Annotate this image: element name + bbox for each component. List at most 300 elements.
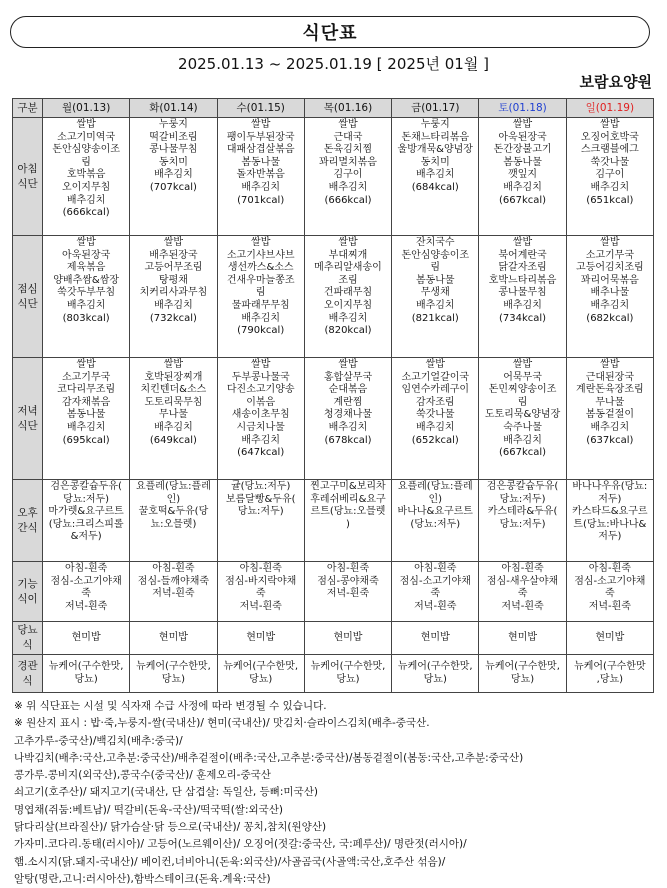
menu-item: 돈간장불고기 [493, 144, 552, 156]
menu-item: 무생채 [420, 287, 450, 299]
menu-item: 당뇨:저두) [63, 493, 110, 505]
menu-item: (666kcal) [62, 207, 110, 219]
menu-item: 배추김치 [590, 421, 630, 433]
menu-item: 쌀밥 [76, 119, 96, 130]
menu-item: 스크램블에그 [580, 144, 639, 156]
menu-item: 코다리무조림 [57, 384, 116, 396]
row-label-line: 저녁 [17, 404, 38, 417]
day-header: 금(01.17) [392, 99, 479, 118]
menu-item: 찐고구미&보리차 [310, 481, 386, 492]
menu-item: 저두) [598, 531, 622, 543]
menu-item: &저두) [70, 531, 102, 543]
menu-item: 콩나물무침 [149, 144, 198, 156]
note-line: ※ 위 식단표는 시설 및 식자재 수급 사정에 따라 변경될 수 있습니다. [14, 700, 327, 712]
menu-item: 아침-흰죽 [152, 563, 195, 574]
menu-item: 림 [81, 156, 91, 168]
menu-item: 저녁-흰죽 [588, 600, 631, 612]
menu-item: 점심-들깨야채죽 [137, 575, 210, 587]
menu-item: 소고기무국 [61, 371, 111, 383]
menu-item: 봄동나물 [66, 409, 106, 421]
header-row [13, 99, 654, 118]
menu-item: 저녁-흰죽 [326, 588, 370, 600]
row-label [13, 118, 43, 236]
menu-item: (651kcal) [586, 194, 634, 206]
menu-item: 새송이초무침 [231, 409, 290, 421]
menu-item: 점심-바지락야채 [225, 575, 297, 587]
day-header: 수(01.15) [217, 99, 304, 118]
menu-item: 아침-흰죽 [588, 563, 631, 574]
menu-item: 당뇨) [510, 673, 535, 685]
note-line: 햄.소시지(닭.돼지-국내산)/ 베이컨,너비아니(돈육:외국산)/사골곰국(사골액:국산,호주산 섞음)/ [14, 855, 446, 868]
menu-cell [479, 562, 566, 622]
row-label [13, 236, 43, 358]
menu-item: 배추김치 [241, 181, 281, 193]
menu-item: 쌀밥 [512, 359, 533, 370]
menu-item: 다진소고기양송 [226, 384, 295, 396]
menu-item: 청경채나물 [323, 409, 373, 421]
menu-item: 치커리사과무침 [139, 287, 208, 299]
menu-item: 꽈리멸치볶음 [319, 156, 377, 168]
menu-item: 소고기무국 [585, 249, 634, 261]
menu-item: 배추나물 [590, 287, 630, 299]
menu-item: 현미밥 [246, 631, 276, 643]
menu-cell [392, 358, 479, 480]
menu-item: 배추김치 [415, 169, 455, 181]
menu-cell [43, 480, 130, 562]
menu-item: 아침-흰죽 [501, 563, 544, 574]
menu-item: 림 [430, 262, 441, 274]
menu-item: 이볶음 [246, 396, 276, 408]
menu-item: (당뇨:저두) [410, 518, 461, 530]
menu-item: ) [346, 518, 350, 530]
menu-item: (682kcal) [586, 312, 634, 324]
menu-item: 현미밥 [595, 631, 625, 643]
menu-cell [479, 480, 566, 562]
row-label [13, 655, 43, 693]
menu-cell [304, 118, 391, 236]
menu-item: (695kcal) [62, 434, 110, 446]
menu-item: 마가렛&요구르트 [48, 506, 124, 518]
menu-item: 요플레(당뇨:플레 [135, 481, 211, 492]
menu-item: 동치미 [420, 156, 450, 168]
menu-item: 당뇨) [249, 673, 273, 685]
menu-cell [43, 358, 130, 480]
menu-item: 쌀밥 [338, 359, 358, 370]
menu-item: 소고기얼갈이국 [401, 371, 470, 383]
menu-item: 검은콩칼슘두유( [486, 481, 559, 492]
menu-item: 쌀밥 [76, 359, 96, 370]
menu-item: 근대국 [333, 131, 363, 143]
menu-row [13, 358, 654, 480]
menu-item: 아욱된장국 [498, 131, 547, 143]
menu-item: 대패삼겹살볶음 [226, 144, 295, 156]
menu-item: 배추김치 [415, 299, 455, 311]
menu-item: 쌀밥 [163, 359, 184, 370]
menu-cell [130, 562, 217, 622]
menu-cell [217, 480, 304, 562]
menu-item: 제육볶음 [66, 262, 106, 274]
menu-item: 쌀밥 [76, 237, 96, 248]
menu-item: 뉴케어(구수한맛, [136, 660, 211, 672]
menu-item: 뉴케어(구수한맛, [310, 660, 386, 672]
menu-item: 봄동나물 [415, 274, 455, 286]
menu-item: 잔치국수 [415, 237, 455, 248]
menu-item: (803kcal) [62, 312, 110, 324]
note-line: 콩가루.콩비지(외국산),콩국수(중국산)/ 훈제오리-중국산 [14, 769, 271, 782]
menu-cell [217, 562, 304, 622]
menu-item: 호박볶음 [66, 169, 106, 181]
row-label-line: 오후 [17, 506, 38, 519]
row-label-line: 경관 [17, 659, 38, 672]
menu-item: 배추된장국 [149, 249, 198, 261]
menu-item: 쌀밥 [600, 119, 620, 130]
row-label-line: 식단 [17, 177, 38, 190]
menu-item: 돈채느타리볶음 [401, 131, 470, 143]
menu-item: 배추김치 [503, 181, 542, 193]
menu-cell [479, 118, 566, 236]
menu-item: 꽈리어묵볶음 [580, 274, 639, 286]
menu-cell [566, 622, 653, 655]
menu-item: (701kcal) [237, 194, 285, 206]
menu-item: 돈안심양송이조 [401, 249, 470, 261]
menu-item: (820kcal) [324, 325, 372, 337]
menu-item: 닭갈자조림 [498, 262, 547, 274]
menu-cell [392, 622, 479, 655]
menu-item: 어묵무국 [503, 371, 542, 383]
menu-cell [304, 622, 391, 655]
menu-row [13, 118, 654, 236]
menu-item: 김구이 [333, 169, 363, 181]
menu-item: 홍합살무국 [323, 371, 373, 383]
menu-item: 카스타드&요구르 [572, 506, 648, 518]
day-header: 월(01.13) [43, 99, 130, 118]
corner-label: 구분 [13, 99, 43, 118]
menu-item: 계란찜 [333, 396, 363, 408]
menu-cell [304, 655, 391, 693]
menu-item: 쌀밥 [600, 237, 620, 248]
facility-name: 보람요양원 [579, 73, 652, 91]
menu-cell [130, 118, 217, 236]
menu-cell [566, 236, 653, 358]
menu-item: 현미밥 [71, 631, 101, 643]
menu-item: 호박느타리볶음 [488, 274, 557, 286]
menu-cell [479, 236, 566, 358]
menu-item: 점심-새우살야채 [486, 575, 559, 587]
menu-item: 당뇨) [336, 673, 360, 685]
menu-cell [479, 655, 566, 693]
menu-cell [130, 655, 217, 693]
menu-item: 쌀밥 [251, 359, 271, 370]
menu-item: ,당뇨) [596, 673, 624, 685]
menu-item: (678kcal) [324, 434, 372, 446]
menu-item: 죽 [605, 588, 615, 600]
note-line: 나박김치(배추:국산,고추분:중국산)/배추겉절이(배추:국산,고추분:중국산)/봄동겉절이(봄동:국산,고추분:중국산) [14, 751, 524, 764]
menu-item: 쌀밥 [338, 119, 358, 130]
menu-item: 봄동나물 [503, 156, 542, 168]
menu-item: 아침-흰죽 [326, 563, 370, 574]
menu-item: 점심-콩야채죽 [317, 575, 379, 587]
menu-item: 저녁-흰죽 [414, 600, 457, 612]
note-line: 고추가루-중국산)/백김치(배추:중국)/ [14, 734, 183, 747]
menu-item: 쌀밥 [600, 359, 620, 370]
menu-item: 쌀밥 [251, 237, 271, 248]
note-line: 닭다리살(브라질산)/ 닭가슴살·닭 등으로(국내산)/ 꽁치,참치(원양산) [14, 821, 327, 834]
menu-item: 저녁-흰죽 [501, 600, 544, 612]
menu-cell [392, 236, 479, 358]
menu-cell [566, 480, 653, 562]
menu-item: (649kcal) [149, 434, 197, 446]
menu-item: (667kcal) [499, 447, 547, 459]
menu-item: (637kcal) [586, 434, 634, 446]
menu-item: 림 [517, 396, 528, 408]
menu-item: 소고기미역국 [57, 131, 116, 143]
menu-item: 돈민찌양송이조 [488, 384, 557, 396]
menu-item: 당뇨:저두) [499, 493, 546, 505]
menu-item: 저녁-흰죽 [152, 588, 195, 600]
menu-item: 배추김치 [415, 421, 455, 433]
menu-item: 순대볶음 [328, 384, 368, 396]
row-label [13, 562, 43, 622]
menu-cell [130, 480, 217, 562]
menu-cell [304, 358, 391, 480]
row-label-line: 아침 [17, 162, 38, 175]
menu-item: 현미밥 [508, 631, 538, 643]
menu-item: 건파래무침 [323, 287, 373, 299]
menu-item: 배추김치 [154, 299, 193, 311]
menu-item: 배추김치 [328, 181, 368, 193]
menu-item: 귤(당뇨:저두) [230, 481, 291, 492]
row-label-line: 식단 [17, 297, 38, 310]
menu-item: 숙주나물 [503, 421, 542, 433]
title-box [10, 16, 650, 48]
menu-item: 점심-소고기야채 [399, 575, 471, 587]
menu-cell [566, 118, 653, 236]
menu-item: 배추김치 [503, 299, 542, 311]
weekly-menu-table [12, 98, 654, 693]
menu-item: 도토리묵&양념장 [484, 409, 561, 421]
menu-item: 누룽지 [420, 119, 450, 130]
menu-item: 쑥갓나물 [415, 409, 455, 421]
menu-item: 감자조림 [415, 396, 455, 408]
menu-item: 당뇨:저두) [499, 518, 546, 530]
menu-item: 죽 [81, 588, 91, 600]
menu-item: 치킨텐더&소스 [140, 384, 207, 396]
page-title: 식단표 [302, 23, 358, 44]
menu-cell [43, 118, 130, 236]
menu-cell [392, 655, 479, 693]
menu-cell [566, 562, 653, 622]
menu-cell [130, 622, 217, 655]
menu-cell [479, 358, 566, 480]
menu-item: 호박된장찌개 [144, 371, 203, 383]
menu-item: (707kcal) [149, 181, 197, 193]
menu-item: 조림 [338, 274, 358, 286]
menu-item: 인) [166, 493, 181, 505]
menu-item: 배추김치 [328, 421, 368, 433]
menu-item: 요플레(당뇨:플레 [397, 481, 473, 492]
menu-item: 카스테라&두유( [487, 506, 558, 518]
menu-period: 2025.01.13 ~ 2025.01.19 [ 2025년 01월 ] [178, 55, 489, 73]
menu-item: 배추김치 [590, 181, 630, 193]
menu-cell [130, 358, 217, 480]
menu-cell [304, 562, 391, 622]
menu-item: 당뇨) [423, 673, 447, 685]
row-label-line: 기능 [17, 577, 38, 590]
menu-item: (647kcal) [237, 447, 285, 459]
menu-body [13, 118, 654, 693]
menu-item: 바나나우유(당뇨: [572, 481, 648, 492]
menu-item: 쌀밥 [338, 237, 358, 248]
menu-item: 메추리알새송이 [314, 262, 382, 274]
menu-item: 오이지무침 [323, 299, 373, 311]
day-header: 목(01.16) [304, 99, 391, 118]
row-label-line: 점심 [17, 282, 38, 295]
menu-item: 꿀호떡&두유(당 [138, 506, 209, 518]
menu-item: 현미밥 [420, 631, 450, 643]
menu-item: 후레쉬베리&요구 [310, 493, 386, 505]
menu-item: 당뇨) [161, 673, 186, 685]
menu-item: 깻잎지 [508, 169, 538, 181]
menu-row [13, 622, 654, 655]
menu-cell [566, 655, 653, 693]
menu-item: 보름달빵&두유( [225, 493, 296, 505]
menu-item: 아침-흰죽 [239, 563, 282, 574]
note-line: 가자미.코다리.동태(러시아)/ 고등어(노르웨이산)/ 오징어(젓갈:중국산, 국:페루산)/ 명란젓(러시아)/ [14, 838, 467, 851]
menu-item: (666kcal) [324, 194, 372, 206]
menu-item: (667kcal) [499, 194, 547, 206]
menu-item: 울방개묵&양념장 [397, 144, 473, 156]
menu-item: (821kcal) [411, 312, 459, 324]
menu-row [13, 480, 654, 562]
menu-item: 림 [255, 287, 266, 299]
menu-item: 도토리묵무침 [144, 396, 203, 408]
menu-item: 쌀밥 [512, 237, 533, 248]
menu-item: 아침-흰죽 [65, 563, 108, 574]
menu-item: 떡갈비조림 [149, 131, 198, 143]
menu-item: 팽이두부된장국 [226, 131, 295, 143]
row-label-line: 식이 [17, 592, 38, 605]
menu-item: 임연수카레구이 [401, 384, 470, 396]
menu-item: 저두) [598, 493, 622, 505]
menu-item: 고등어김치조림 [576, 262, 644, 274]
row-label-line: 식 [22, 674, 33, 687]
menu-item: 쌀밥 [251, 119, 271, 130]
menu-item: 오징어호박국 [580, 131, 639, 143]
menu-item: 저녁-흰죽 [65, 600, 108, 612]
menu-item: (652kcal) [411, 434, 459, 446]
menu-cell [43, 562, 130, 622]
menu-item: 아욱된장국 [61, 249, 111, 261]
menu-item: 양배추쌈&쌈장 [53, 274, 120, 286]
row-label [13, 622, 43, 655]
row-label-line: 간식 [17, 521, 38, 534]
menu-item: 소고기샤브샤브 [226, 249, 295, 261]
menu-item: 고등어무조림 [144, 262, 203, 274]
menu-item: 봄동겉절이 [585, 409, 634, 421]
menu-row [13, 655, 654, 693]
menu-row [13, 562, 654, 622]
menu-item: 검은콩칼슘두유( [50, 481, 122, 492]
menu-cell [43, 236, 130, 358]
menu-item: 북어계란국 [498, 249, 547, 261]
menu-item: 돌자반볶음 [236, 169, 285, 181]
menu-item: 무나물 [595, 396, 625, 408]
day-header: 일(01.19) [566, 99, 653, 118]
menu-item: 현미밥 [158, 631, 188, 643]
menu-cell [392, 562, 479, 622]
menu-item: 계란돈육장조림 [576, 384, 644, 396]
menu-item: 김구이 [595, 169, 625, 181]
menu-item: 현미밥 [333, 631, 363, 643]
menu-item: 저녁-흰죽 [239, 600, 282, 612]
menu-item: 뉴케어(구수한맛, [485, 660, 560, 672]
menu-item: 누룽지 [158, 119, 188, 130]
menu-item: 쌀밥 [512, 119, 533, 130]
menu-item: 뉴케어(구수한맛, [48, 660, 124, 672]
menu-item: 당뇨:저두) [237, 506, 284, 518]
menu-item: 배추김치 [66, 421, 106, 433]
menu-item: (734kcal) [499, 312, 547, 324]
note-line: ※ 원산지 표시 : 밥·죽,누룽지-쌀(국내산)/ 현미(국내산)/ 맛김치·슬라이스김치(배추-중국산. [14, 717, 430, 730]
menu-item: 쑥갓나물 [590, 156, 630, 168]
menu-item: 탕평채 [158, 274, 188, 286]
menu-item: 물파래무무침 [231, 299, 290, 311]
row-label-line: 당뇨 [17, 624, 38, 636]
menu-item: 뉴케어(구수한맛, [223, 660, 299, 672]
menu-item: 배추김치 [154, 421, 193, 433]
menu-item: 죽 [255, 588, 266, 600]
row-label [13, 358, 43, 480]
day-header: 토(01.18) [479, 99, 566, 118]
menu-item: 바나나&요구르트 [397, 506, 473, 518]
menu-item: 트(당뇨:바나나& [573, 518, 647, 530]
menu-item: 건새우마늘쫑조 [226, 274, 295, 286]
menu-cell [392, 480, 479, 562]
menu-cell [304, 480, 391, 562]
menu-item: 배추김치 [328, 312, 368, 324]
menu-cell [479, 622, 566, 655]
menu-cell [566, 358, 653, 480]
menu-item: 배추김치 [241, 312, 281, 324]
menu-item: 배추김치 [154, 169, 193, 181]
menu-item: (790kcal) [237, 325, 285, 337]
menu-item: 감자채볶음 [61, 396, 111, 408]
menu-cell [43, 622, 130, 655]
note-line: 명엽채(쥐둠:베트남)/ 떡갈비(돈육-국산)/떡국떡(쌀:외국산) [14, 803, 284, 816]
menu-item: 배추김치 [241, 434, 281, 446]
menu-item: 오이지무침 [61, 181, 111, 193]
menu-cell [217, 622, 304, 655]
notes-section [14, 698, 659, 888]
menu-item: 배추김치 [590, 299, 630, 311]
menu-item: 돈안심양송이조 [52, 144, 120, 156]
menu-item: 점심-소고기야채 [50, 575, 122, 587]
menu-cell [217, 236, 304, 358]
menu-cell [217, 655, 304, 693]
menu-item: 부대찌개 [328, 249, 368, 261]
menu-item: 배추김치 [503, 434, 542, 446]
menu-item: 무나물 [158, 409, 188, 421]
note-line: 알탕(명란,고니:러시아산),함박스테이크(돈육.계육:국산) [14, 872, 271, 885]
menu-cell [130, 236, 217, 358]
menu-item: 쌀밥 [425, 359, 445, 370]
menu-item: 쑥갓두부무침 [57, 287, 116, 299]
menu-item: (684kcal) [411, 181, 459, 193]
menu-item: 르트(당뇨:오믈렛 [310, 506, 386, 518]
menu-item: 배추김치 [66, 194, 106, 206]
menu-cell [304, 236, 391, 358]
menu-item: 당뇨) [74, 673, 98, 685]
